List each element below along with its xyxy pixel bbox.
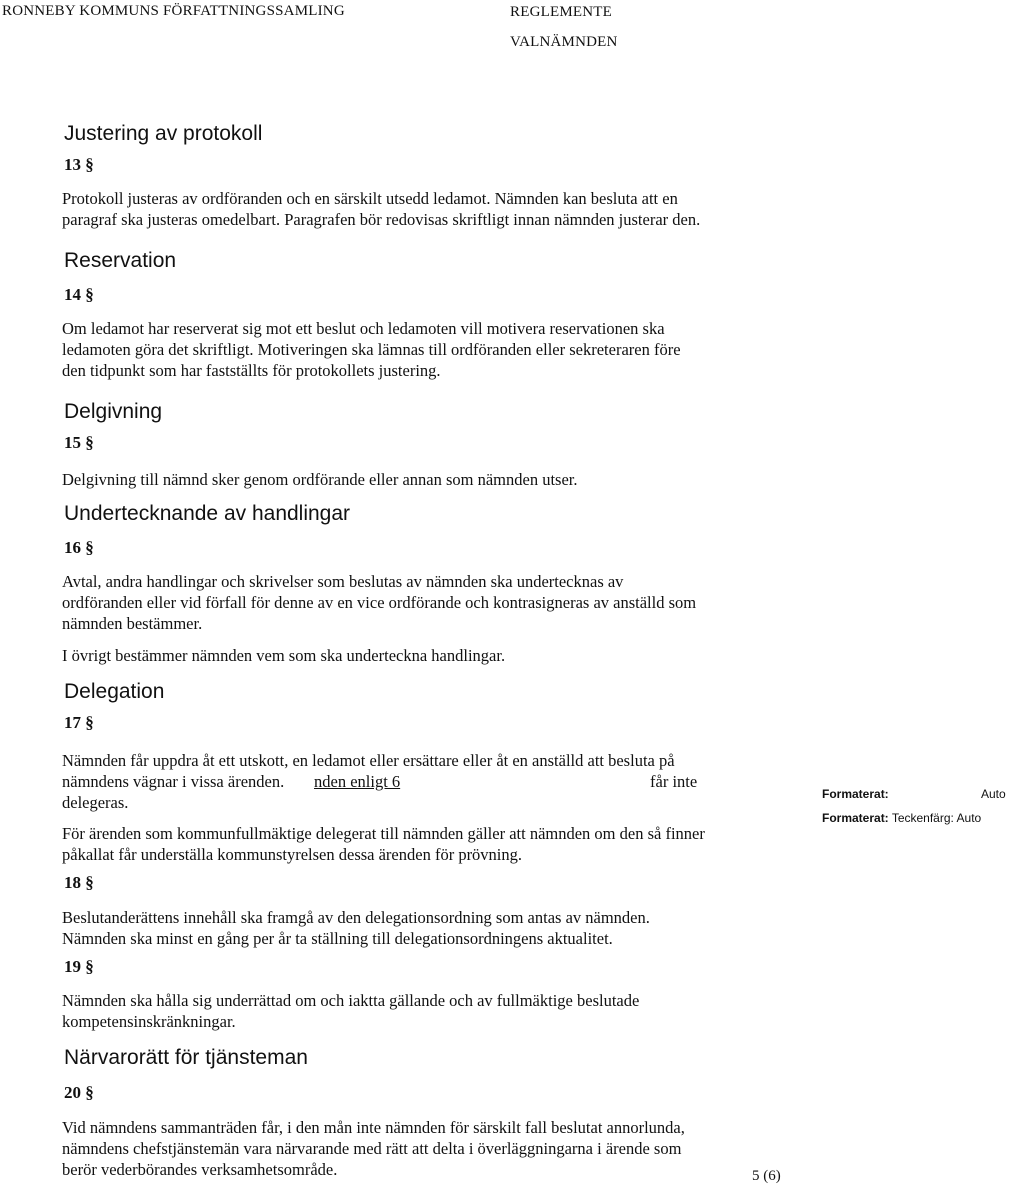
- text-line: För ärenden som kommunfullmäktige delegerat till nämnden gäller att nämnden om den så finner: [62, 824, 705, 843]
- text-line: I övrigt bestämmer nämnden vem som ska underteckna handlingar.: [62, 646, 506, 665]
- text-line: nämndens chefstjänstemän vara närvarande med rätt att delta i överläggningarna i ärende som: [62, 1139, 682, 1158]
- format-note-value: Auto: [981, 787, 1006, 801]
- text-line: kompetensinskränkningar.: [62, 1012, 236, 1031]
- text-line: Avtal, andra handlingar och skrivelser som beslutas av nämnden ska undertecknas av: [62, 572, 624, 591]
- text-line: Protokoll justeras av ordföranden och en särskilt utsedd ledamot. Nämnden kan besluta att en: [62, 189, 678, 208]
- paragraph-number-15: 15 §: [64, 433, 94, 452]
- heading-narvarorätt: Närvarorätt för tjänsteman: [64, 1046, 308, 1069]
- paragraph-13-text: [62, 188, 802, 230]
- page-number: 5 (6): [752, 1168, 781, 1184]
- paragraph-number-13: 13 §: [64, 155, 94, 174]
- paragraph-number-16: 16 §: [64, 538, 94, 557]
- text-line: Vid nämndens sammanträden får, i den mån inte nämnden för särskilt fall beslutat annorlunda,: [62, 1118, 685, 1137]
- paragraph-17-text-2: [62, 823, 802, 865]
- text-fragment: får inte: [650, 772, 698, 791]
- heading-undertecknande: Undertecknande av handlingar: [64, 502, 351, 525]
- heading-reservation: Reservation: [64, 249, 177, 272]
- heading-delgivning: Delgivning: [64, 400, 163, 423]
- paragraph-number-20: 20 §: [64, 1083, 94, 1102]
- text-line: paragraf ska justeras omedelbart. Paragrafen bör redovisas skriftligt innan nämnden justerar den.: [62, 210, 701, 229]
- text-line: Nämnden får uppdra åt ett utskott, en ledamot eller ersättare eller åt en anställd att besluta på: [62, 751, 675, 770]
- paragraph-number-19: 19 §: [64, 957, 94, 976]
- text-line: Nämnden ska hålla sig underrättad om och iaktta gällande och av fullmäktige beslutade: [62, 991, 640, 1010]
- heading-delegation: Delegation: [64, 680, 165, 703]
- paragraph-number-18: 18 §: [64, 873, 94, 892]
- tracked-change-fragment: nden enligt 6: [314, 772, 401, 791]
- format-note-2: Formaterat: Teckenfärg: Auto: [822, 811, 982, 825]
- text-line: ordföranden eller vid förfall för denne av en vice ordförande och kontrasigneras av anställd som: [62, 593, 697, 612]
- paragraph-16-text: [62, 571, 802, 634]
- document-collection-title: RONNEBY KOMMUNS FÖRFATTNINGSSAMLING: [2, 3, 345, 19]
- text-line: Delgivning till nämnd sker genom ordförande eller annan som nämnden utser.: [62, 470, 578, 489]
- text-line: Om ledamot har reserverat sig mot ett beslut och ledamoten vill motivera reservationen ska: [62, 319, 665, 338]
- paragraph-14-text: [62, 318, 802, 381]
- heading-justering: Justering av protokoll: [64, 122, 263, 145]
- document-type: REGLEMENTE: [510, 4, 612, 20]
- paragraph-17-text: [62, 750, 802, 813]
- paragraph-18-text: [62, 907, 802, 949]
- text-line: ledamoten göra det skriftligt. Motiveringen ska lämnas till ordföranden eller sekreteraren före: [62, 340, 681, 359]
- text-line: den tidpunkt som har fastställts för protokollets justering.: [62, 361, 441, 380]
- document-authority: VALNÄMNDEN: [510, 34, 618, 50]
- text-line: delegeras.: [62, 793, 129, 812]
- paragraph-number-17: 17 §: [64, 713, 94, 732]
- text-line: [62, 771, 802, 792]
- text-line: nämnden bestämmer.: [62, 614, 203, 633]
- text-line: Beslutanderättens innehåll ska framgå av den delegationsordning som antas av nämnden.: [62, 908, 650, 927]
- paragraph-15-text: [62, 469, 802, 490]
- text-line: Nämnden ska minst en gång per år ta ställning till delegationsordningens aktualitet.: [62, 929, 613, 948]
- paragraph-20-text: [62, 1117, 802, 1180]
- paragraph-19-text: [62, 990, 802, 1032]
- text-line: berör vederbörandes verksamhetsområde.: [62, 1160, 338, 1179]
- text-fragment: nämndens vägnar i vissa ärenden.: [62, 772, 285, 791]
- paragraph-number-14: 14 §: [64, 285, 94, 304]
- format-note-label: Formaterat:: [822, 787, 889, 801]
- paragraph-16-text-2: [62, 645, 802, 666]
- text-line: påkallat får underställa kommunstyrelsen dessa ärenden för prövning.: [62, 845, 523, 864]
